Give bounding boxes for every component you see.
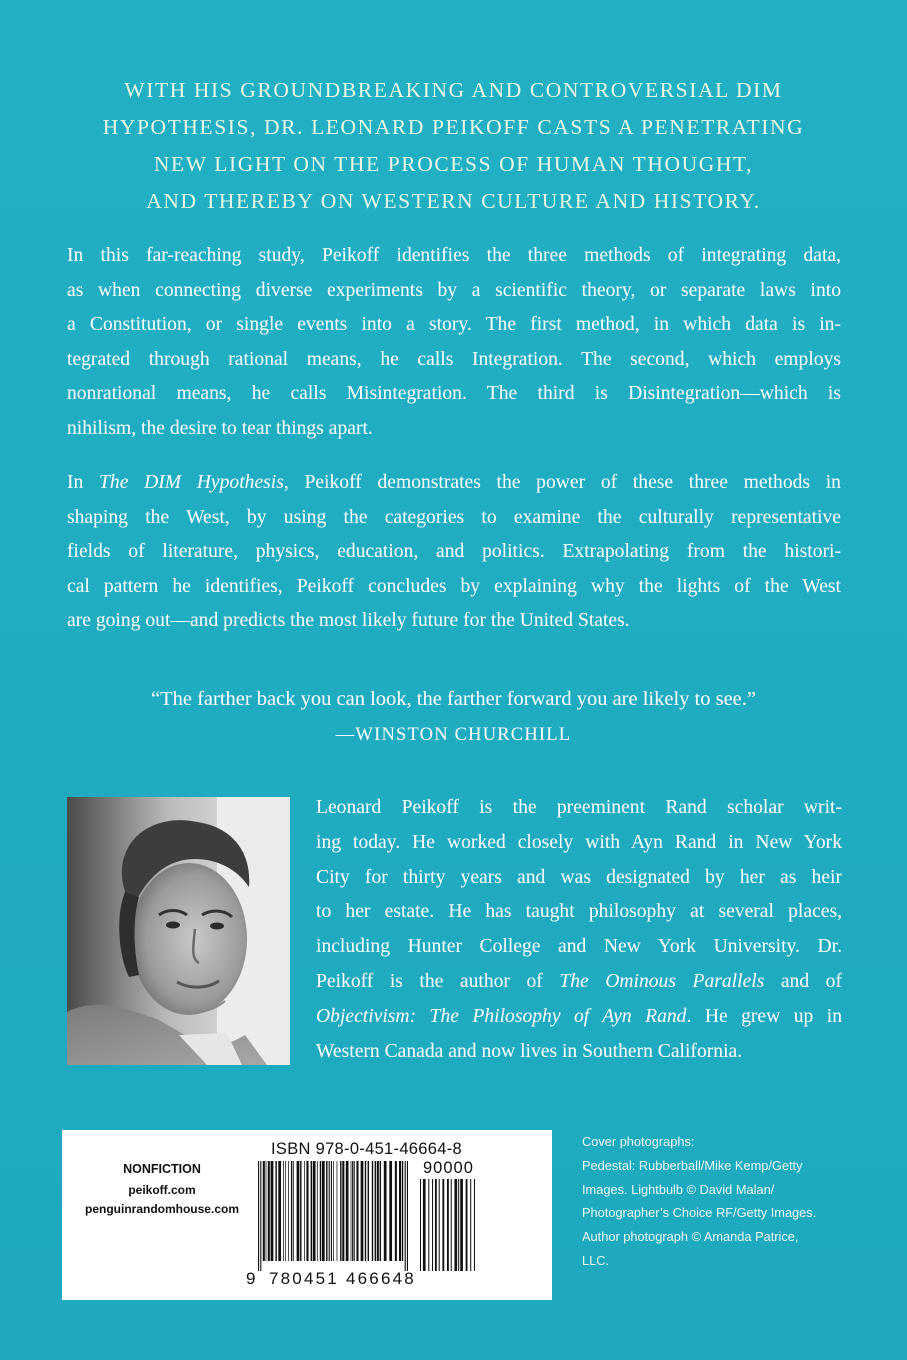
barcode-bar xyxy=(451,1179,452,1271)
isbn-barcode xyxy=(258,1161,418,1279)
bio-line: ing today. He worked closely with Ayn Rand in New York xyxy=(316,831,842,853)
barcode-bar xyxy=(311,1161,312,1261)
barcode-bar xyxy=(470,1179,471,1271)
paragraph-suffix: , Peikoff demonstrates the power of these three methods in xyxy=(283,472,841,493)
barcode-bar xyxy=(435,1179,437,1271)
barcode-bar xyxy=(428,1179,429,1271)
barcode-bar xyxy=(407,1161,408,1271)
barcode-bar xyxy=(346,1161,349,1261)
barcode-bar xyxy=(266,1161,267,1261)
barcode-bar xyxy=(466,1179,468,1271)
website-link: penguinrandomhouse.com xyxy=(84,1202,239,1216)
barcode-bar xyxy=(399,1161,401,1261)
barcode-digit-first: 9 xyxy=(246,1269,256,1288)
bio-line: Leonard Peikoff is the preeminent Rand scholar writ- xyxy=(316,797,842,818)
barcode-bar xyxy=(306,1161,308,1261)
barcode-bar xyxy=(405,1161,406,1271)
barcode-bar xyxy=(260,1161,261,1271)
bio-line xyxy=(316,965,842,1000)
paragraph-line xyxy=(67,466,841,501)
bio-line: to her estate. He has taught philosophy at several places, xyxy=(316,901,842,923)
barcode-bar xyxy=(402,1161,403,1261)
website-link: peikoff.com xyxy=(128,1183,196,1197)
barcode-bar xyxy=(322,1161,325,1261)
book-title: The DIM Hypothesis xyxy=(99,472,284,493)
paragraph-line: nihilism, the desire to tear things apart. xyxy=(67,417,373,439)
credit-line: Cover photographs: xyxy=(582,1134,695,1149)
paragraph-line: tegrated through rational means, he calls Integration. The second, which employs xyxy=(67,348,841,370)
bio-suffix: . He grew up in xyxy=(686,1005,842,1027)
barcode-bar xyxy=(432,1179,433,1271)
barcode-bar xyxy=(333,1161,334,1261)
barcode-bar xyxy=(278,1161,281,1261)
headline-line: AND THEREBY ON WESTERN CULTURE AND HISTORY. xyxy=(146,189,761,213)
barcode-bar xyxy=(300,1161,301,1261)
barcode-bar xyxy=(351,1161,352,1261)
barcode-bar xyxy=(372,1161,373,1261)
credit-line: Pedestal: Rubberball/Mike Kemp/Getty xyxy=(582,1157,803,1173)
barcode-bar xyxy=(380,1161,381,1261)
paragraph-line: In this far-reaching study, Peikoff identifies the three methods of integrating data, xyxy=(67,245,841,266)
paragraph-prefix: In xyxy=(67,472,100,493)
barcode-bar xyxy=(442,1179,444,1271)
quote-text: “The farther back you can look, the farther forward you are likely to see.” xyxy=(150,688,757,710)
paragraph-line: a Constitution, or single events into a story. The first method, in which data is in- xyxy=(67,314,841,336)
genre-label: NONFICTION xyxy=(123,1162,201,1176)
headline-line: HYPOTHESIS, DR. LEONARD PEIKOFF CASTS A PENETRATING xyxy=(102,115,805,139)
barcode-bar xyxy=(361,1161,364,1261)
barcode-bar xyxy=(275,1161,276,1261)
paragraph-line: as when connecting diverse experiments by a scientific theory, or separate laws into xyxy=(67,279,841,301)
barcode-bar xyxy=(423,1179,426,1271)
barcode-bar xyxy=(293,1161,294,1261)
barcode-bar xyxy=(326,1161,327,1261)
barcode-bar xyxy=(420,1179,421,1271)
description-paragraph-1 xyxy=(67,239,841,447)
bio-line: Western Canada and now lives in Southern California. xyxy=(316,1040,743,1062)
price-code: 90000 xyxy=(423,1159,474,1177)
barcode-bar xyxy=(342,1161,344,1261)
barcode-bar xyxy=(258,1161,259,1271)
bio-line xyxy=(316,1000,842,1035)
barcode-bar xyxy=(317,1161,318,1261)
photo-credits xyxy=(582,1130,862,1273)
barcode-bar xyxy=(377,1161,379,1261)
barcode-digits-left: 780451 xyxy=(269,1269,339,1288)
barcode-bar xyxy=(271,1161,274,1261)
author-bio xyxy=(316,791,842,1069)
barcode-bar xyxy=(439,1179,440,1271)
book-title: The Ominous Parallels xyxy=(559,970,765,992)
bio-line: including Hunter College and New York University. Dr. xyxy=(316,936,842,958)
credit-line: Images. Lightbulb © David Malan/ xyxy=(582,1181,775,1197)
barcode-bar xyxy=(460,1179,463,1271)
barcode-bar xyxy=(340,1161,341,1261)
barcode-bar xyxy=(352,1161,353,1261)
description-paragraph-2 xyxy=(67,466,841,639)
barcode-bar xyxy=(283,1161,284,1261)
price-barcode xyxy=(420,1179,478,1279)
author-photo xyxy=(67,797,290,1065)
barcode-bar xyxy=(454,1179,457,1271)
barcode-bar xyxy=(288,1161,289,1261)
barcode-bar xyxy=(337,1161,338,1261)
credit-line: LLC. xyxy=(582,1252,610,1268)
barcode-bar xyxy=(474,1179,475,1271)
barcode-bar xyxy=(263,1161,265,1261)
barcode-bar xyxy=(268,1161,270,1261)
headline xyxy=(40,72,867,220)
paragraph-line: nonrational means, he calls Misintegration. The third is Disintegration—which is xyxy=(67,383,841,405)
isbn-number: ISBN 978-0-451-46664-8 xyxy=(271,1140,462,1158)
book-title: Objectivism: The Philosophy of Ayn Rand xyxy=(316,1005,687,1027)
publisher-info xyxy=(62,1160,262,1219)
barcode-bar xyxy=(395,1161,397,1261)
barcode-bar xyxy=(368,1161,369,1261)
bio-suffix: and of xyxy=(764,970,842,992)
barcode-bar xyxy=(365,1161,366,1261)
headline-line: NEW LIGHT ON THE PROCESS OF HUMAN THOUGHT, xyxy=(153,152,754,176)
barcode-bar xyxy=(389,1161,392,1261)
barcode-bar xyxy=(375,1161,376,1261)
barcode-bar xyxy=(313,1161,316,1261)
paragraph-line: fields of literature, physics, education, and politics. Extrapolating from the histori- xyxy=(67,541,841,563)
credit-line: Author photograph © Amanda Patrice, xyxy=(582,1229,799,1245)
paragraph-line: shaping the West, by using the categories to examine the culturally representative xyxy=(67,506,841,528)
barcode-bar xyxy=(304,1161,305,1261)
barcode-bar xyxy=(320,1161,321,1261)
barcode-bar xyxy=(285,1161,286,1261)
quote-attribution: —WINSTON CHURCHILL xyxy=(335,725,572,745)
barcode-bar xyxy=(458,1179,459,1271)
author-portrait-illustration xyxy=(67,797,290,1065)
barcode-bar xyxy=(356,1161,358,1261)
paragraph-line: are going out—and predicts the most likely future for the United States. xyxy=(67,610,630,632)
barcode-bar xyxy=(297,1161,300,1261)
credit-line: Photographer’s Choice RF/Getty Images. xyxy=(582,1205,817,1221)
barcode-bar xyxy=(447,1179,449,1271)
barcode-digits-right: 466648 xyxy=(346,1269,416,1288)
bio-prefix: Peikoff is the author of xyxy=(316,970,560,992)
epigraph-quote xyxy=(40,681,867,753)
barcode-bar xyxy=(384,1161,387,1261)
bio-line: City for thirty years and was designated by her as heir xyxy=(316,866,842,888)
paragraph-line: cal pattern he identifies, Peikoff concludes by explaining why the lights of the West xyxy=(67,575,841,597)
barcode-bar xyxy=(331,1161,332,1261)
barcode-panel xyxy=(62,1130,552,1300)
barcode-bar xyxy=(291,1161,292,1261)
barcode-bar xyxy=(354,1161,355,1261)
headline-line: WITH HIS GROUNDBREAKING AND CONTROVERSIAL DIM xyxy=(124,78,783,102)
barcode-bar xyxy=(329,1161,330,1261)
